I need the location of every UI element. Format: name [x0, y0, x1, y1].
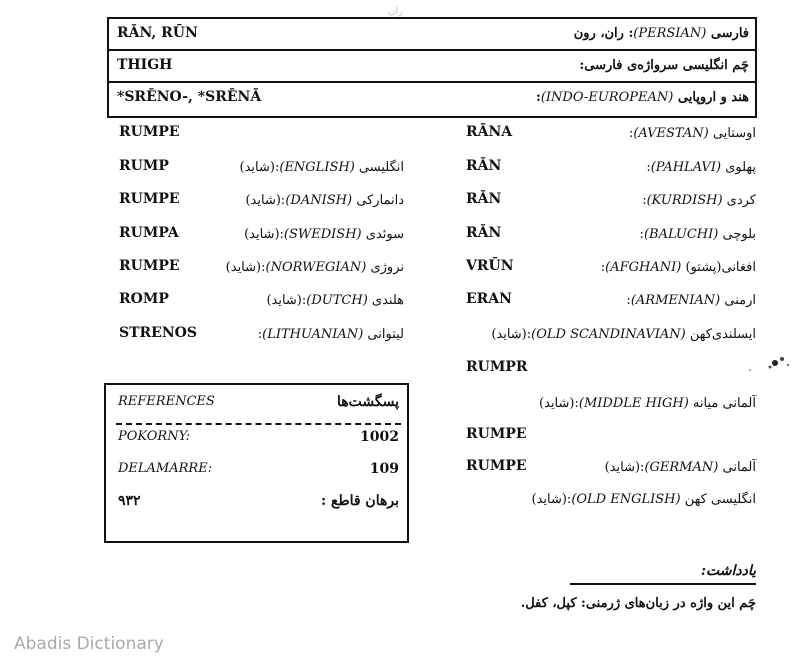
lang-suffix: :(شاید) [239, 160, 280, 175]
lang-suffix: : [646, 160, 651, 175]
left-entry-word: STRENOS [119, 325, 197, 341]
reference-page: ۹۳۲ [118, 493, 141, 509]
lang-code: (SWEDISH) [283, 227, 362, 242]
right-entry-word: RUMPE [466, 426, 527, 442]
persian-label [574, 26, 749, 41]
lang-fa: سوئدی [365, 227, 404, 242]
reference-source: DELAMARRE: [118, 461, 213, 476]
lang-fa: ایسلندی‌کهن [689, 327, 756, 342]
watermark: Abadis Dictionary [14, 634, 164, 654]
lang-code: (GERMAN) [644, 460, 719, 475]
lang-suffix: : [600, 260, 606, 275]
lang-fa: انگلیسی [358, 160, 404, 175]
references-divider [116, 423, 401, 425]
left-entry-word: RUMPE [119, 191, 180, 207]
left-entry-lang [226, 260, 404, 275]
pie-root: *SRĒNO-, *SRĒNĀ [117, 89, 262, 105]
lang-fa: هلندی [371, 293, 404, 308]
lang-code: (PAHLAVI) [650, 160, 722, 175]
lang-suffix: :(شاید) [604, 460, 645, 475]
lang-fa: انگلیسی کهن [684, 492, 756, 507]
lang-code: (OLD SCANDINAVIAN) [531, 327, 686, 342]
pie-label [536, 90, 749, 105]
right-entry-lang [601, 260, 756, 275]
scan-speck [730, 345, 800, 385]
left-entry-lang [266, 293, 404, 308]
lang-fa: آلمانی میانه [692, 396, 756, 411]
note-title: یادداشت: [700, 563, 756, 579]
left-entry-lang [245, 193, 404, 208]
lang-code: (KURDISH) [646, 193, 723, 208]
persian-latin-word: RĀN, RŪN [117, 25, 198, 41]
right-entry-lang [605, 460, 756, 475]
note-text: چَم این واژه در زبان‌های ژرمنی: کپل، کفل. [520, 596, 756, 611]
lang-suffix: : [639, 227, 644, 242]
right-entry-lang [646, 160, 756, 175]
lang-fa: ارمنی [724, 293, 756, 308]
right-entry-word: RĀN [466, 225, 502, 241]
lang-suffix: :(شاید) [244, 227, 284, 242]
lang-fa: پهلوی [725, 160, 756, 175]
references-title-fa: پسگشت‌ها [336, 394, 399, 410]
right-entry-lang [491, 327, 756, 342]
lang-code: (LITHUANIAN) [262, 327, 364, 342]
left-entry-word: RUMPA [119, 225, 179, 241]
lang-suffix: :(شاید) [539, 396, 579, 411]
lang-code: (NORWEGIAN) [265, 260, 367, 275]
lang-fa: دانمارکی [356, 193, 404, 208]
right-entry-word: RUMPR [466, 359, 528, 375]
lang-fa: آلمانی [722, 460, 756, 475]
lang-fa: لیتوانی [367, 327, 404, 342]
references-box [104, 383, 409, 543]
pie-label-fa: هند و اروپایی [677, 90, 749, 105]
note-underline [570, 583, 756, 585]
lang-suffix: : [642, 193, 647, 208]
lang-suffix: :(شاید) [245, 193, 286, 208]
lang-suffix: :(شاید) [266, 293, 307, 308]
english-meaning: THIGH [117, 57, 173, 73]
header-row-english [109, 51, 755, 83]
lang-fa: نروژی [370, 260, 404, 275]
left-entry-word: RUMPE [119, 124, 180, 140]
references-title: REFERENCES [118, 394, 215, 409]
lang-suffix: : [628, 126, 634, 141]
left-entry-word: ROMP [119, 291, 169, 307]
lang-fa: افغانی(پشتو) [685, 260, 756, 275]
right-entry-lang [531, 492, 756, 507]
header-table [107, 17, 757, 118]
lang-suffix: :(شاید) [531, 492, 572, 507]
right-entry-word: ERAN [466, 291, 512, 307]
reference-source: برهان قاطع : [320, 493, 399, 509]
right-entry-lang [642, 193, 756, 208]
lang-code: (MIDDLE HIGH) [578, 396, 689, 411]
lang-code: (AFGHANI) [605, 260, 682, 275]
right-entry-word: RĀN [466, 191, 502, 207]
pie-lang-code: (INDO-EUROPEAN) [540, 90, 674, 105]
lang-suffix: : [626, 293, 631, 308]
right-entry-lang [539, 396, 756, 411]
reference-page: 1002 [360, 429, 399, 445]
left-entry-lang [244, 227, 404, 242]
lang-suffix: :(شاید) [491, 327, 532, 342]
header-row-persian [109, 19, 755, 51]
lang-code: (OLD ENGLISH) [571, 492, 681, 507]
lang-fa: کردی [726, 193, 756, 208]
lang-fa: اوستایی [712, 126, 756, 141]
lang-code: (BALUCHI) [643, 227, 719, 242]
pie-label-colon: : [536, 90, 541, 105]
lang-code: (DUTCH) [306, 293, 368, 308]
right-entry-word: RĀN [466, 158, 502, 174]
persian-label-fa: فارسی [710, 26, 749, 41]
left-entry-word: RUMP [119, 158, 169, 174]
faint-header-text: ران [388, 6, 403, 17]
left-entry-lang [258, 327, 404, 342]
lang-fa: بلوچی [722, 227, 756, 242]
right-entry-lang [640, 227, 756, 242]
header-row-pie [109, 83, 755, 115]
right-entry-word: VRŪN [466, 258, 514, 274]
reference-source: POKORNY: [118, 429, 190, 444]
persian-word-fa: : ران، رون [573, 26, 634, 41]
lang-code: (DANISH) [285, 193, 353, 208]
lang-code: (ENGLISH) [279, 160, 355, 175]
right-entry-lang [626, 293, 756, 308]
right-entry-lang [629, 126, 756, 141]
persian-lang-code: (PERSIAN) [633, 26, 707, 41]
lang-code: (ARMENIAN) [630, 293, 721, 308]
reference-page: 109 [369, 461, 399, 477]
lang-suffix: :(شاید) [225, 260, 266, 275]
lang-suffix: : [257, 327, 263, 342]
left-entry-word: RUMPE [119, 258, 180, 274]
right-entry-word: RUMPE [466, 458, 527, 474]
right-entry-word: RĀNA [466, 124, 513, 140]
english-meaning-label: چَم انگلیسی سرواژه‌ی فارسی: [579, 58, 749, 73]
left-entry-lang [240, 160, 404, 175]
lang-code: (AVESTAN) [633, 126, 709, 141]
